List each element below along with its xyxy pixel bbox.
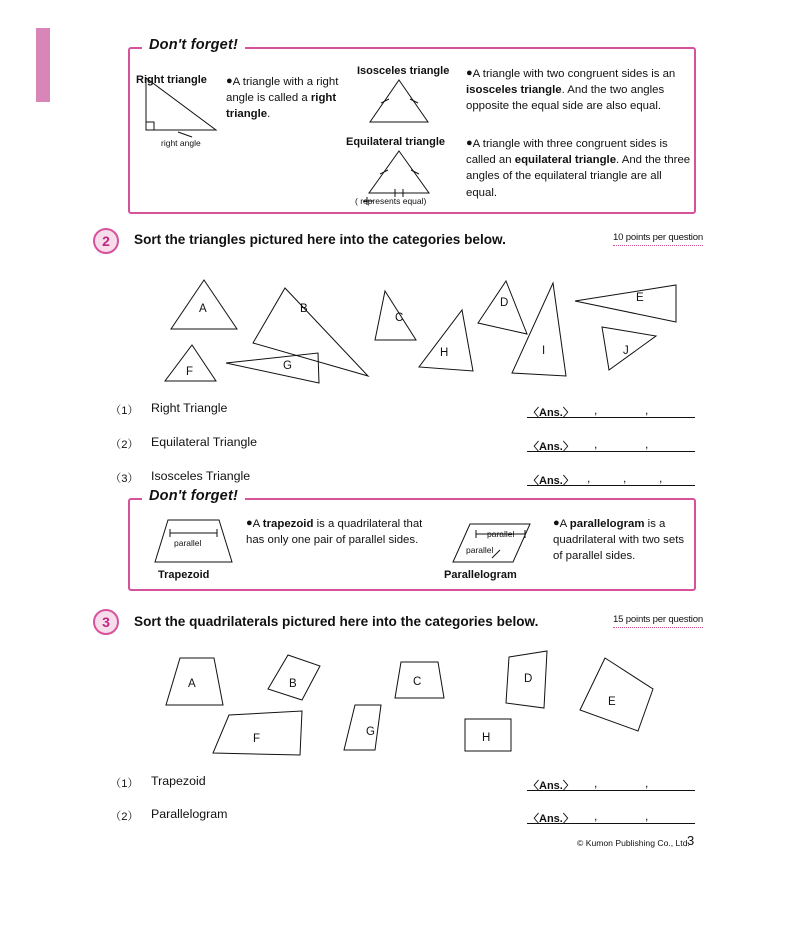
shape-letter-j: J	[623, 345, 629, 357]
triangle-j	[602, 327, 656, 370]
copyright-notice: © Kumon Publishing Co., Ltd.	[577, 838, 690, 848]
shape-letter-h: H	[440, 347, 449, 359]
shape-letter-f: F	[186, 366, 194, 378]
note-equilateral-triangle: ●A triangle with three congruent sides is called an equilateral triangle. And the three angles of the equilateral triangle are all equal.	[466, 137, 691, 199]
answer-row-num: （3）	[110, 473, 139, 485]
triangle-b	[253, 288, 368, 376]
dont-forget-title: Don't forget!	[142, 37, 245, 53]
label-parallel-side: parallel	[466, 545, 494, 555]
shape-letter-g: G	[283, 360, 292, 372]
answer-row-label-isosceles-triangle: Isosceles Triangle	[151, 469, 251, 483]
shape-letter-i: I	[542, 345, 546, 357]
answer-prefix: 〈Ans.〉	[528, 441, 574, 453]
shape-letter-f: F	[253, 733, 261, 745]
triangle-i	[512, 283, 566, 376]
shape-letter-b: B	[289, 678, 297, 690]
label-parallel-trapezoid: parallel	[174, 538, 202, 548]
label-right-triangle: Right triangle	[136, 74, 207, 86]
shape-letter-c: C	[395, 312, 404, 324]
bullet-dot-icon: ●	[553, 517, 560, 529]
answer-prefix: 〈Ans.〉	[528, 813, 574, 825]
answer-comma: ,	[623, 471, 627, 485]
shape-letter-g: G	[366, 726, 375, 738]
answer-comma: ,	[645, 809, 649, 823]
label-parallel-top: parallel	[487, 529, 515, 539]
answer-row-num: （1）	[110, 405, 139, 417]
bullet-dot-icon: ●	[226, 75, 233, 87]
answer-prefix: 〈Ans.〉	[528, 475, 574, 487]
answer-row-label-trapezoid: Trapezoid	[151, 774, 206, 788]
label-isosceles-triangle: Isosceles triangle	[357, 65, 450, 77]
note-right-triangle: ●A triangle with a right angle is called a right triangle.	[226, 75, 339, 121]
answer-comma: ,	[587, 471, 591, 485]
label-equilateral-triangle: Equilateral triangle	[346, 136, 446, 148]
shape-letter-e: E	[608, 696, 616, 708]
answer-comma: ,	[594, 809, 598, 823]
answer-prefix: 〈Ans.〉	[528, 407, 574, 419]
shape-letter-a: A	[199, 303, 207, 315]
answer-comma: ,	[645, 437, 649, 451]
shape-letter-d: D	[524, 673, 533, 685]
answer-row-label-parallelogram: Parallelogram	[151, 807, 228, 821]
label-right-angle: right angle	[161, 138, 201, 148]
bullet-dot-icon: ●	[466, 67, 473, 79]
answer-prefix: 〈Ans.〉	[528, 780, 574, 792]
shape-letter-e: E	[636, 292, 644, 304]
shape-letter-c: C	[413, 676, 422, 688]
dont-forget-title: Don't forget!	[142, 488, 245, 504]
question-3-instruction: Sort the quadrilaterals pictured here into the categories below.	[134, 614, 539, 629]
bullet-dot-icon: ●	[466, 137, 473, 149]
answer-row-label-equilateral-triangle: Equilateral Triangle	[151, 435, 258, 449]
shape-letter-b: B	[300, 303, 308, 315]
question-2-instruction: Sort the triangles pictured here into the categories below.	[134, 232, 506, 247]
label-represents-equal: ( represents equal)	[355, 196, 427, 206]
note-isosceles-triangle: ●A triangle with two congruent sides is an isosceles triangle. And the two angles opposite the equal side are also equal.	[466, 67, 676, 113]
answer-comma: ,	[594, 776, 598, 790]
answer-row-num: （1）	[110, 778, 139, 790]
shape-letter-a: A	[188, 678, 196, 690]
answer-row-num: （2）	[110, 439, 139, 451]
question-number-2: 2	[93, 228, 119, 254]
triangle-e	[575, 285, 676, 322]
answer-comma: ,	[594, 403, 598, 417]
triangle-g	[226, 353, 319, 383]
page-number: 3	[687, 833, 695, 848]
quad-e	[580, 658, 653, 731]
bullet-dot-icon: ●	[246, 517, 253, 529]
triangle-h	[419, 310, 473, 371]
note-trapezoid: ●A trapezoid is a quadrilateral that has only one pair of parallel sides.	[246, 517, 423, 547]
answer-comma: ,	[659, 471, 663, 485]
answer-row-label-right-triangle: Right Triangle	[151, 401, 228, 415]
shape-letter-h: H	[482, 732, 491, 744]
label-trapezoid: Trapezoid	[158, 569, 210, 581]
answer-comma: ,	[645, 776, 649, 790]
answer-comma: ,	[594, 437, 598, 451]
answer-row-num: （2）	[110, 811, 139, 823]
question-number-3: 3	[93, 609, 119, 635]
note-parallelogram: ●A parallelogram is a quadrilateral with two sets of parallel sides.	[553, 517, 685, 563]
question-3-points: 15 points per question	[613, 614, 703, 628]
page-edge-tab	[36, 28, 50, 102]
quad-g	[344, 705, 381, 750]
question-2-points: 10 points per question	[613, 232, 703, 246]
answer-comma: ,	[645, 403, 649, 417]
shape-letter-d: D	[500, 297, 509, 309]
label-parallelogram: Parallelogram	[444, 569, 517, 581]
